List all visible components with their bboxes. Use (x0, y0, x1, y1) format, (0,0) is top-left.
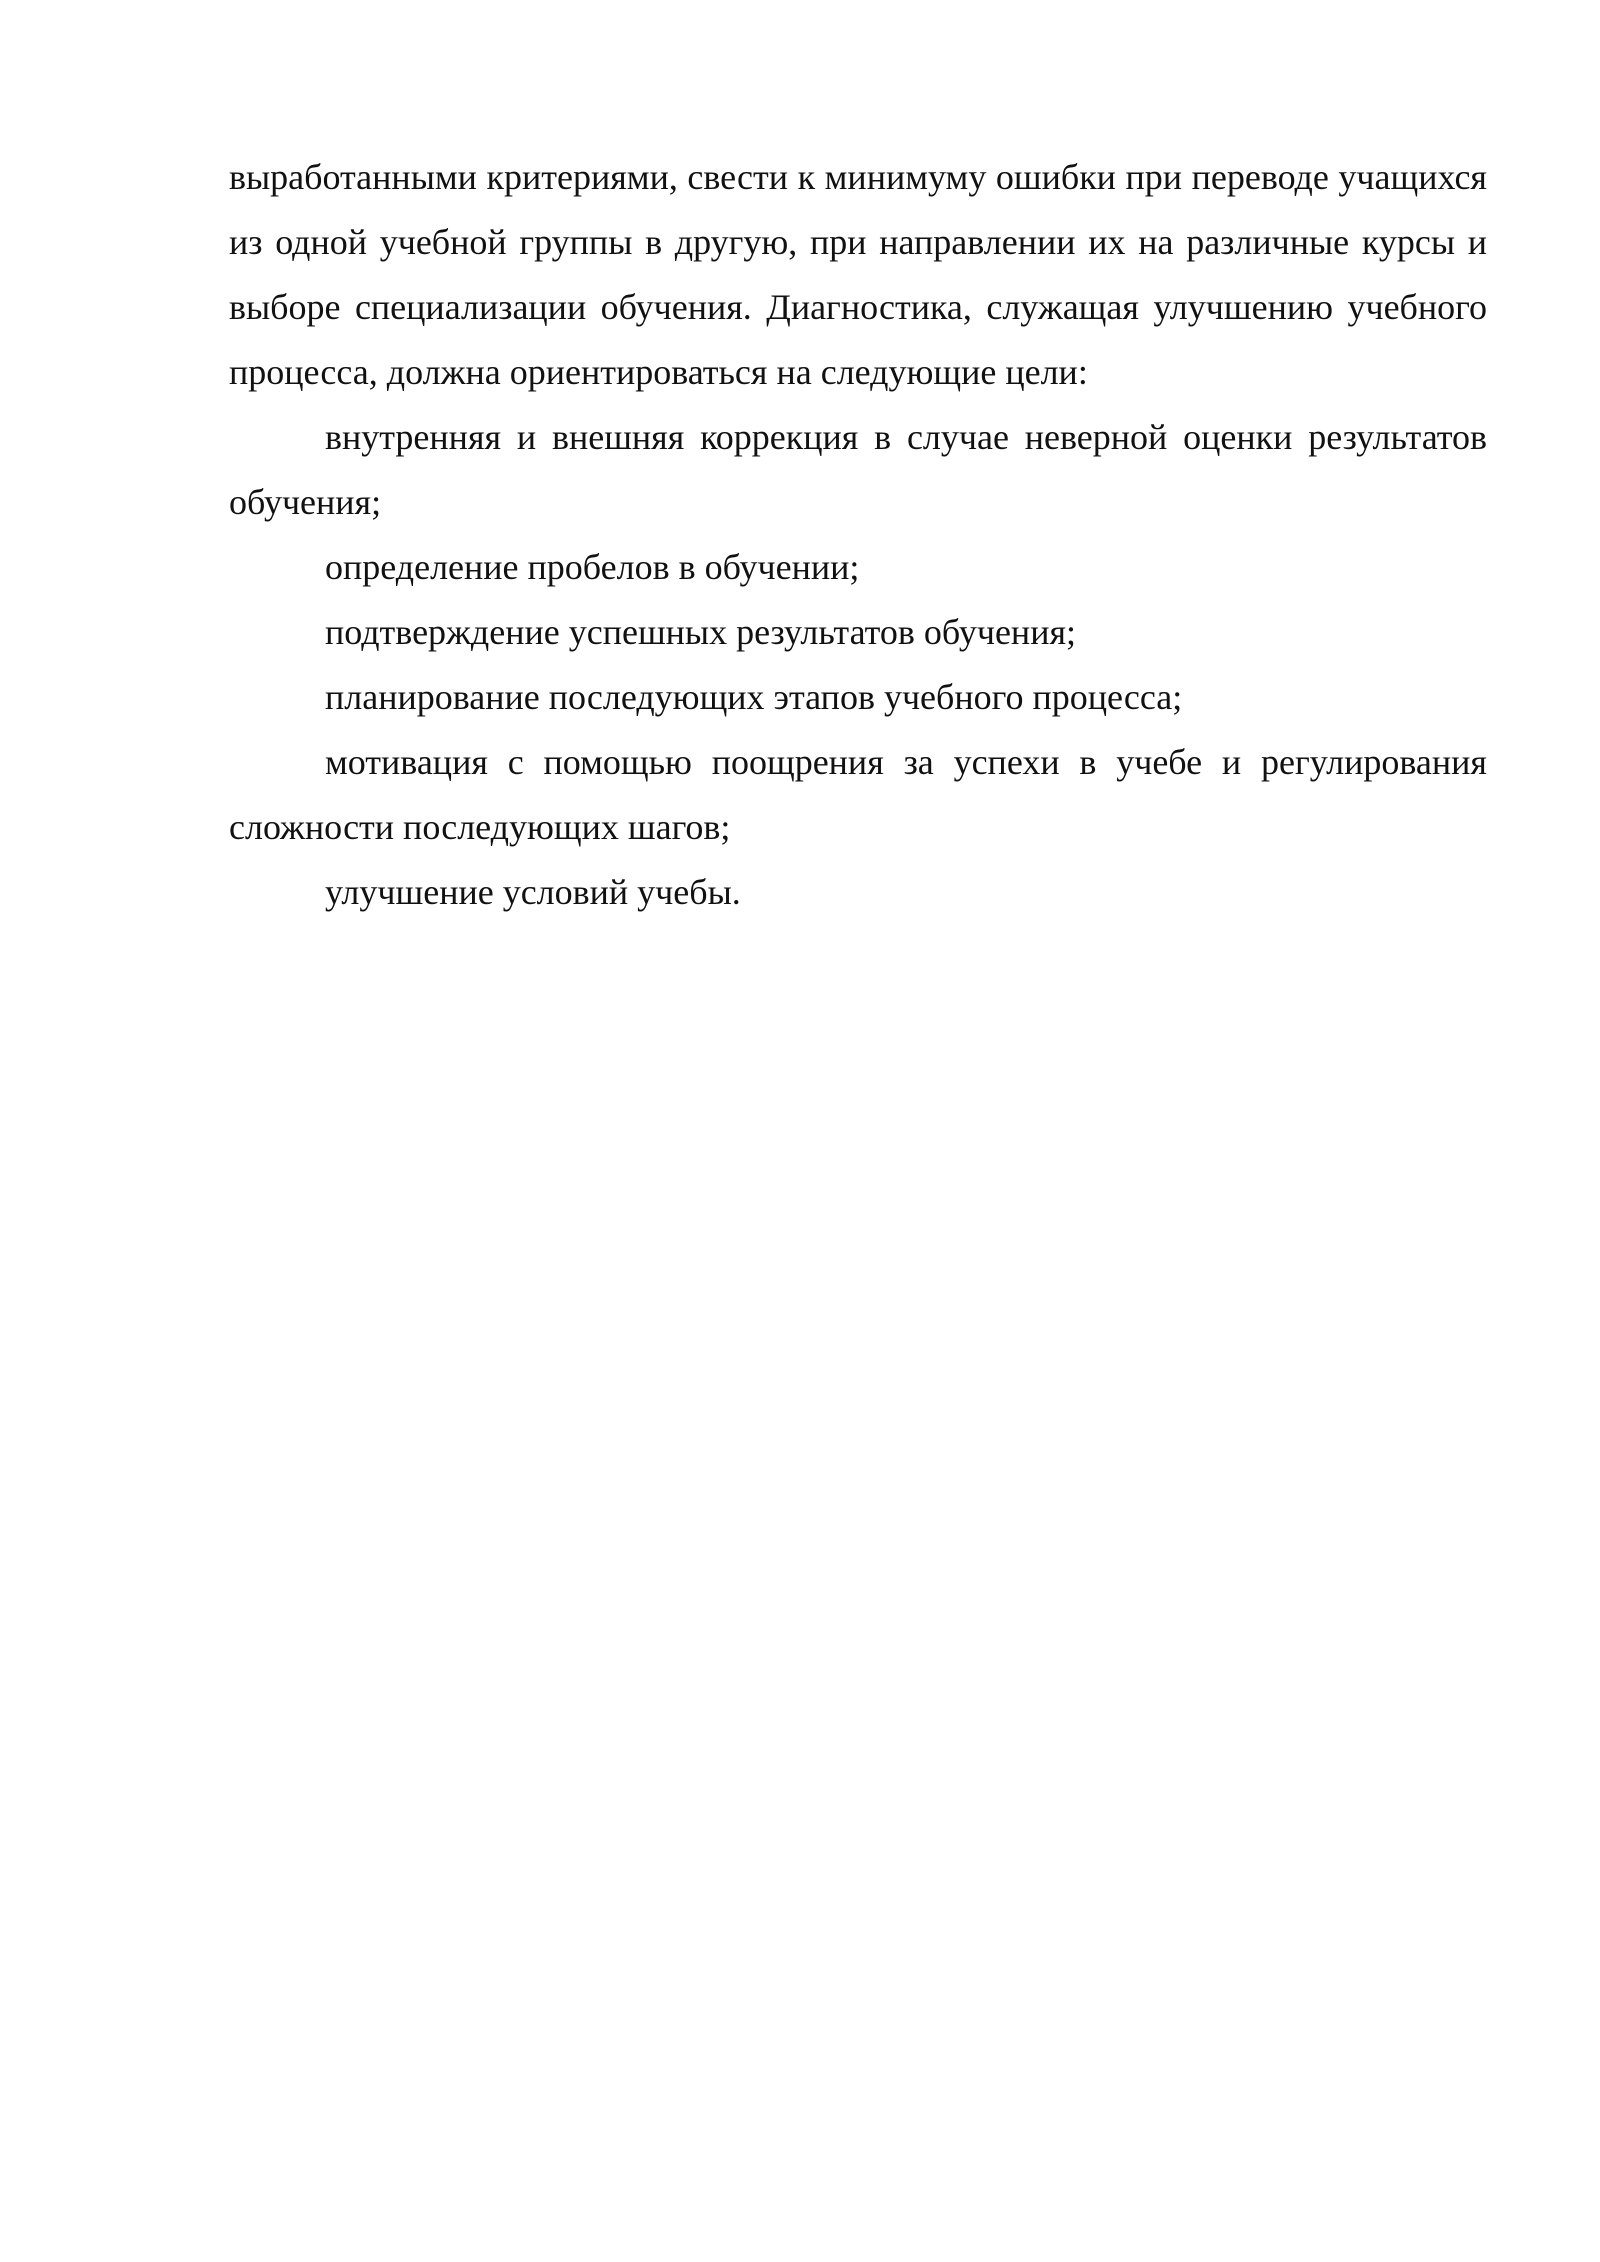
list-item-planning: планирование последующих этапов учебного процесса; (325, 677, 1183, 717)
list-item-conditions: улучшение условий учебы. (325, 872, 741, 912)
paragraph-intro: выработанными критериями, свести к минимуму ошибки при переводе учащихся из одной учебной группы в другую, при направлении их на различные курсы и выборе специализации обучения. Диагностика, служащая улучшению учебного процесса, должна ориентироваться на следующие цели: (229, 157, 1487, 392)
list-item-gaps: определение пробелов в обучении; (325, 547, 860, 587)
list-item-correction: внутренняя и внешняя коррекция в случае неверной оценки результатов обучения; (229, 417, 1487, 522)
list-item-motivation: мотивация с помощью поощрения за успехи в учебе и регулирования сложности последующих шагов; (229, 742, 1487, 847)
list-item-confirmation: подтверждение успешных результатов обучения; (325, 612, 1077, 652)
body-text (229, 145, 1487, 925)
